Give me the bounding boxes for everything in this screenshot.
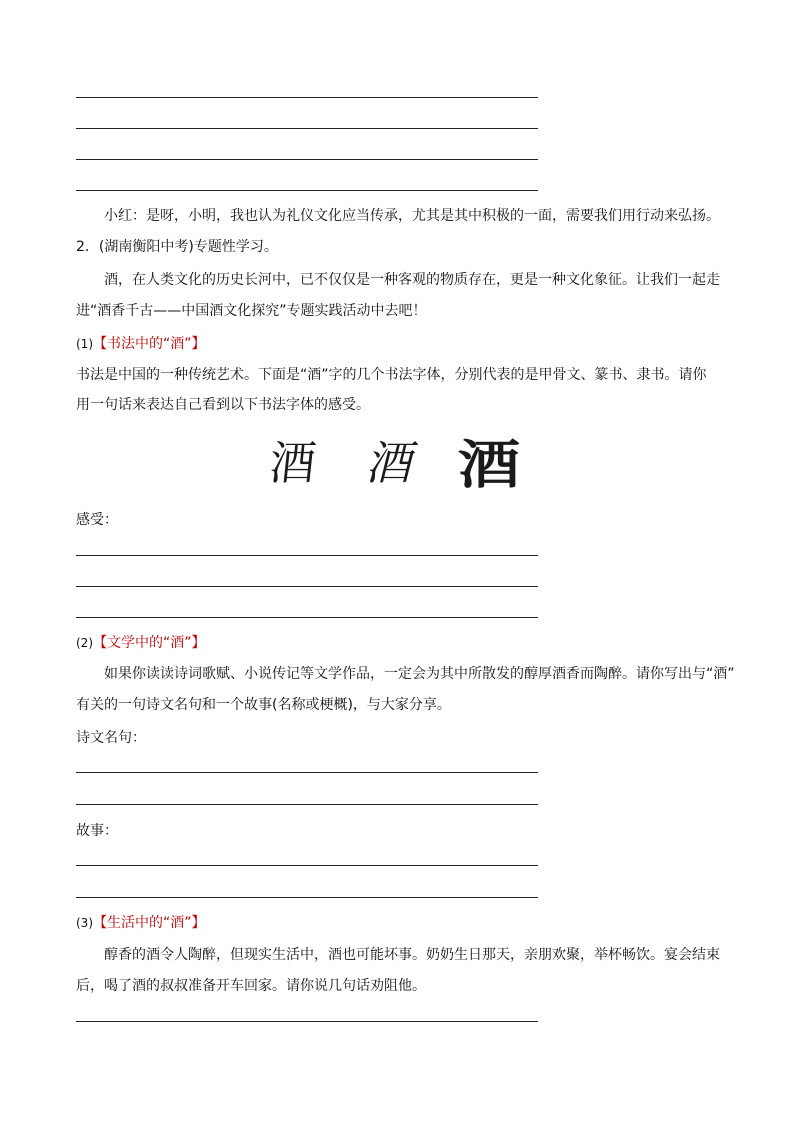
part3-text-line2: 后，喝了酒的叔叔准备开车回家。请你说几句话劝阻他。 bbox=[76, 978, 426, 994]
answer-line[interactable] bbox=[76, 159, 538, 160]
answer-line[interactable] bbox=[76, 772, 538, 773]
part2-text-line2: 有关的一句诗文名句和一个故事(名称或梗概)，与大家分享。 bbox=[76, 697, 451, 713]
part3-heading bbox=[76, 913, 206, 933]
part1-heading bbox=[76, 334, 206, 354]
answer-line[interactable] bbox=[76, 97, 538, 98]
dialogue-xiaohong: 小红：是呀，小明，我也认为礼仪文化应当传承，尤其是其中积极的一面，需要我们用行动来弘扬。 bbox=[104, 208, 720, 224]
answer-line[interactable] bbox=[76, 555, 538, 556]
calligraphy-seal-script: 酒 bbox=[365, 436, 411, 490]
answer-line[interactable] bbox=[76, 617, 538, 618]
answer-line[interactable] bbox=[76, 190, 538, 191]
feeling-label: 感受： bbox=[76, 512, 118, 528]
part1-title: 【书法中的“酒”】 bbox=[93, 336, 206, 352]
part1-text-line2: 用一句话来表达自己看到以下书法字体的感受。 bbox=[76, 397, 370, 413]
part3-number: (3) bbox=[76, 916, 93, 930]
answer-line[interactable] bbox=[76, 586, 538, 587]
answer-line[interactable] bbox=[76, 897, 538, 898]
part3-text-line1: 醇香的酒令人陶醉，但现实生活中，酒也可能坏事。奶奶生日那天，亲朋欢聚，举杯畅饮。宴会结束 bbox=[104, 947, 720, 963]
part2-text-line1: 如果你读读诗词歌赋、小说传记等文学作品，一定会为其中所散发的醇厚酒香而陶醉。请你写出与“酒” bbox=[104, 666, 735, 682]
part2-number: (2) bbox=[76, 636, 93, 650]
poem-label: 诗文名句： bbox=[76, 730, 146, 746]
calligraphy-clerical-script: 酒 bbox=[457, 434, 521, 496]
answer-line[interactable] bbox=[76, 804, 538, 805]
answer-line[interactable] bbox=[76, 128, 538, 129]
answer-line[interactable] bbox=[76, 1021, 538, 1022]
part2-heading bbox=[76, 633, 206, 653]
calligraphy-oracle-bone: 酒 bbox=[266, 436, 319, 490]
part3-title: 【生活中的“酒”】 bbox=[93, 915, 206, 931]
part1-number: (1) bbox=[76, 337, 93, 351]
q2-intro-line1: 酒，在人类文化的历史长河中，已不仅仅是一种客观的物质存在，更是一种文化象征。让我们一起走 bbox=[104, 272, 720, 288]
part2-title: 【文学中的“酒”】 bbox=[93, 635, 206, 651]
question-2-header: 2．(湖南衡阳中考)专题性学习。 bbox=[76, 239, 278, 255]
story-label: 故事： bbox=[76, 823, 118, 839]
q2-intro-line2: 进“酒香千古——中国酒文化探究”专题实践活动中去吧！ bbox=[76, 303, 427, 319]
part1-text-line1: 书法是中国的一种传统艺术。下面是“酒”字的几个书法字体，分别代表的是甲骨文、篆书、隶书。请你 bbox=[76, 367, 707, 383]
answer-line[interactable] bbox=[76, 865, 538, 866]
